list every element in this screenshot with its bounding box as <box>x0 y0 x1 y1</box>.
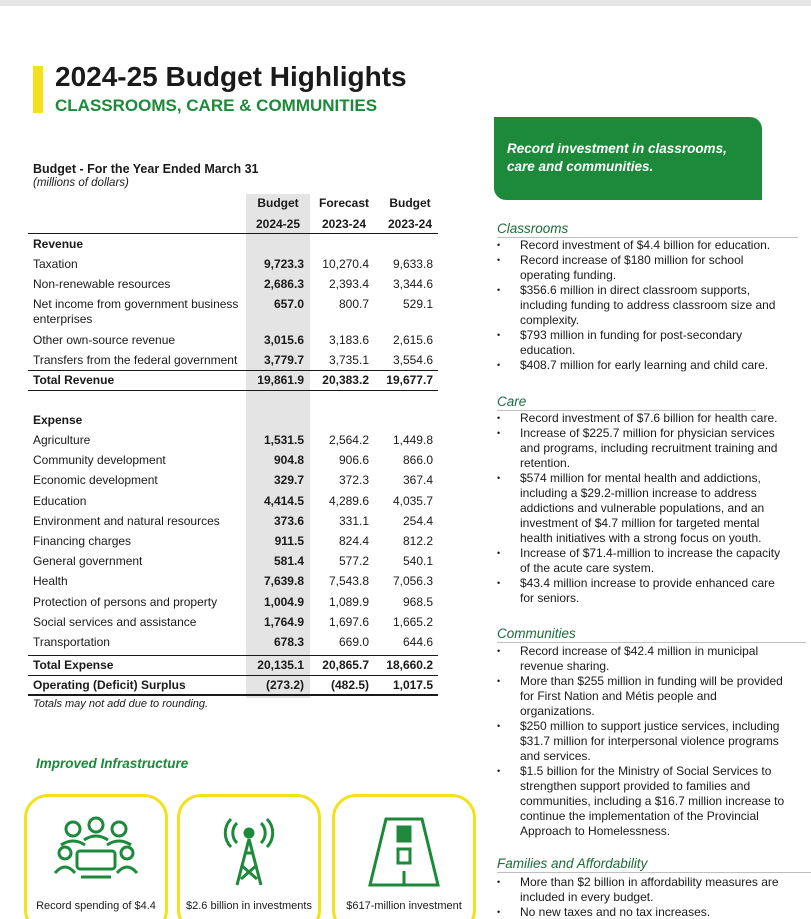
table-header-rule <box>28 233 438 234</box>
table-row <box>28 534 438 554</box>
table-row <box>28 433 438 453</box>
classrooms-list <box>497 238 787 373</box>
infrastructure-card-caption: Record spending of $4.4 <box>36 900 156 912</box>
table-row <box>28 453 438 473</box>
list-item: • More than $255 million in funding will be provided for First Nation and Métis people and organizations. <box>497 674 787 719</box>
col-header-forecast-2023-24: Forecast 2023-24 <box>318 196 370 231</box>
row-label: Protection of persons and property <box>33 594 218 609</box>
table-row <box>28 514 438 534</box>
section-title-families: Families and Affordability <box>497 856 648 871</box>
row-value: 7,543.8 <box>328 574 369 589</box>
table-row <box>28 574 438 594</box>
table-row <box>28 615 438 635</box>
infrastructure-card-caption: $2.6 billion in investments <box>186 900 312 912</box>
col-header-budget-2023-24: Budget 2023-24 <box>387 196 433 231</box>
list-item: • Increase of $225.7 million for physician services and programs, including recruitment training and retention. <box>497 426 787 471</box>
row-value: 3,183.6 <box>328 333 369 347</box>
table-units: (millions of dollars) <box>33 177 129 189</box>
row-value: 529.1 <box>402 297 433 311</box>
table-row <box>28 595 438 615</box>
list-item: • $408.7 million for early learning and child care. <box>497 358 787 373</box>
row-label: Transfers from the federal government <box>33 353 238 367</box>
row-value: 1,764.9 <box>263 614 304 629</box>
rounding-note: Totals may not add due to rounding. <box>33 698 209 710</box>
page-title: 2024-25 Budget Highlights <box>55 61 407 92</box>
row-value: 644.6 <box>402 635 433 649</box>
table-row-total-expense: Total Expense 20,135.1 20,865.7 18,660.2 <box>33 658 433 672</box>
infrastructure-card-tower <box>177 794 321 919</box>
expense-section-header: Expense <box>33 413 83 427</box>
row-value: 4,414.5 <box>263 493 304 508</box>
row-value: 669.0 <box>338 635 369 649</box>
row-value: 254.4 <box>402 513 433 528</box>
list-item: • $1.5 billion for the Ministry of Social Services to strengthen support provided to families and communities, including a $16.7 million increase to continue the implementation of the Provincial Approach to Homelessness. <box>497 764 787 839</box>
page-subtitle: CLASSROOMS, CARE & COMMUNITIES <box>55 96 378 115</box>
row-label: Net income from government business enterprises <box>33 297 239 326</box>
row-value: 7,056.3 <box>392 574 433 589</box>
total-revenue-rule-bottom <box>28 390 438 391</box>
care-list <box>497 411 787 606</box>
row-value: 4,289.6 <box>328 493 369 508</box>
section-title-classrooms: Classrooms <box>497 221 569 236</box>
row-value: 9,633.8 <box>392 257 433 271</box>
row-value: 3,779.7 <box>263 353 304 367</box>
row-value: 1,089.9 <box>328 594 369 609</box>
row-value: 373.6 <box>273 513 304 528</box>
revenue-section-header: Revenue <box>33 237 84 251</box>
row-value: 657.0 <box>273 297 304 311</box>
row-value: 577.2 <box>338 554 369 569</box>
total-revenue-rule-top <box>28 370 438 371</box>
row-label: Transportation <box>33 635 110 649</box>
infrastructure-heading: Improved Infrastructure <box>36 756 189 771</box>
row-value: 2,615.6 <box>392 333 433 347</box>
row-value: 2,564.2 <box>328 433 369 447</box>
list-item: • Record investment of $4.4 billion for education. <box>497 238 787 253</box>
table-row <box>28 297 438 326</box>
table-title: Budget - For the Year Ended March 31 <box>33 162 259 176</box>
row-value: 372.3 <box>338 473 369 488</box>
families-list <box>497 875 787 919</box>
row-label: Environment and natural resources <box>33 513 220 528</box>
list-item: • $250 million to support justice services, including $31.7 million for interpersonal violence programs and services. <box>497 719 787 764</box>
list-item: • Record increase of $180 million for school operating funding. <box>497 253 787 283</box>
row-value: 678.3 <box>273 635 304 649</box>
row-value: 1,449.8 <box>392 433 433 447</box>
row-value: 331.1 <box>338 513 369 528</box>
tower-icon <box>219 815 279 887</box>
row-value: 10,270.4 <box>322 257 369 271</box>
row-value: 7,639.8 <box>263 574 304 589</box>
table-row <box>28 277 438 297</box>
row-value: 968.5 <box>402 594 433 609</box>
people-icon <box>51 815 141 887</box>
section-title-communities: Communities <box>497 626 576 641</box>
list-item: • More than $2 billion in affordability measures are included in every budget. <box>497 875 787 905</box>
table-row <box>28 635 438 655</box>
row-value: 2,686.3 <box>263 277 304 291</box>
row-value: 800.7 <box>338 297 369 311</box>
row-label: Education <box>33 493 87 508</box>
row-value: 1,004.9 <box>263 594 304 609</box>
row-value: 824.4 <box>338 534 369 548</box>
row-value: 329.7 <box>273 473 304 488</box>
row-value: 3,344.6 <box>392 277 433 291</box>
row-value: 1,665.2 <box>392 614 433 629</box>
row-label: General government <box>33 554 143 569</box>
list-item: • $43.4 million increase to provide enhanced care for seniors. <box>497 576 787 606</box>
table-row <box>28 333 438 353</box>
highlight-callout: Record investment in classrooms, care and communities. <box>494 117 762 200</box>
top-strip <box>0 0 811 6</box>
row-value: 4,035.7 <box>392 493 433 508</box>
list-item: • Increase of $71.4-million to increase the capacity of the acute care system. <box>497 546 787 576</box>
row-value: 904.8 <box>273 453 304 468</box>
row-value: 581.4 <box>273 554 304 569</box>
row-value: 3,554.6 <box>392 353 433 367</box>
infrastructure-card-highway <box>332 794 476 919</box>
row-label: Community development <box>33 453 166 468</box>
list-item: • No new taxes and no tax increases. <box>497 905 787 919</box>
table-bottom-rule <box>28 694 438 696</box>
row-label: Social services and assistance <box>33 614 197 629</box>
list-item: • Record investment of $7.6 billion for health care. <box>497 411 787 426</box>
row-value: 866.0 <box>402 453 433 468</box>
list-item: • Record increase of $42.4 million in municipal revenue sharing. <box>497 644 787 674</box>
table-row <box>28 257 438 277</box>
row-value: 1,697.6 <box>328 614 369 629</box>
table-row-operating-surplus: Operating (Deficit) Surplus (273.2) (482.5) 1,017.5 <box>33 678 433 692</box>
infrastructure-card-people <box>24 794 168 919</box>
row-value: 3,735.1 <box>328 353 369 367</box>
row-value: 9,723.3 <box>263 257 304 271</box>
table-row <box>28 494 438 514</box>
highway-icon <box>364 815 444 887</box>
row-value: 2,393.4 <box>328 277 369 291</box>
row-value: 540.1 <box>402 554 433 569</box>
row-label: Other own-source revenue <box>33 333 176 347</box>
title-accent-bar <box>33 66 43 113</box>
table-row-total-revenue: Total Revenue 19,861.9 20,383.2 19,677.7 <box>33 373 433 387</box>
list-item: • $356.6 million in direct classroom supports, including funding to address classroom size and complexity. <box>497 283 787 328</box>
row-value: 911.5 <box>274 534 304 548</box>
table-row <box>28 473 438 493</box>
section-title-care: Care <box>497 394 527 409</box>
row-value: 906.6 <box>338 453 369 468</box>
row-label: Financing charges <box>33 534 132 548</box>
row-label: Agriculture <box>33 433 91 447</box>
list-item: • $793 million in funding for post-secondary education. <box>497 328 787 358</box>
row-value: 367.4 <box>402 473 433 488</box>
communities-list <box>497 644 787 839</box>
table-row <box>28 554 438 574</box>
row-label: Taxation <box>33 257 78 271</box>
operating-rule-top <box>28 675 438 676</box>
row-value: 3,015.6 <box>263 333 304 347</box>
row-label: Economic development <box>33 473 158 488</box>
total-expense-rule-top <box>28 655 438 656</box>
row-value: 812.2 <box>402 534 433 548</box>
list-item: • $574 million for mental health and addictions, including a $29.2-million increase to address addictions and vulnerable populations, and an investment of $4.7 million for targeted mental health initiatives with a strong focus on youth. <box>497 471 787 546</box>
row-label: Health <box>33 574 68 589</box>
row-label: Non-renewable resources <box>33 277 171 291</box>
infrastructure-card-caption: $617-million investment <box>346 900 462 912</box>
row-value: 1,531.5 <box>263 433 304 447</box>
col-header-budget-2024-25: Budget 2024-25 <box>255 196 301 231</box>
